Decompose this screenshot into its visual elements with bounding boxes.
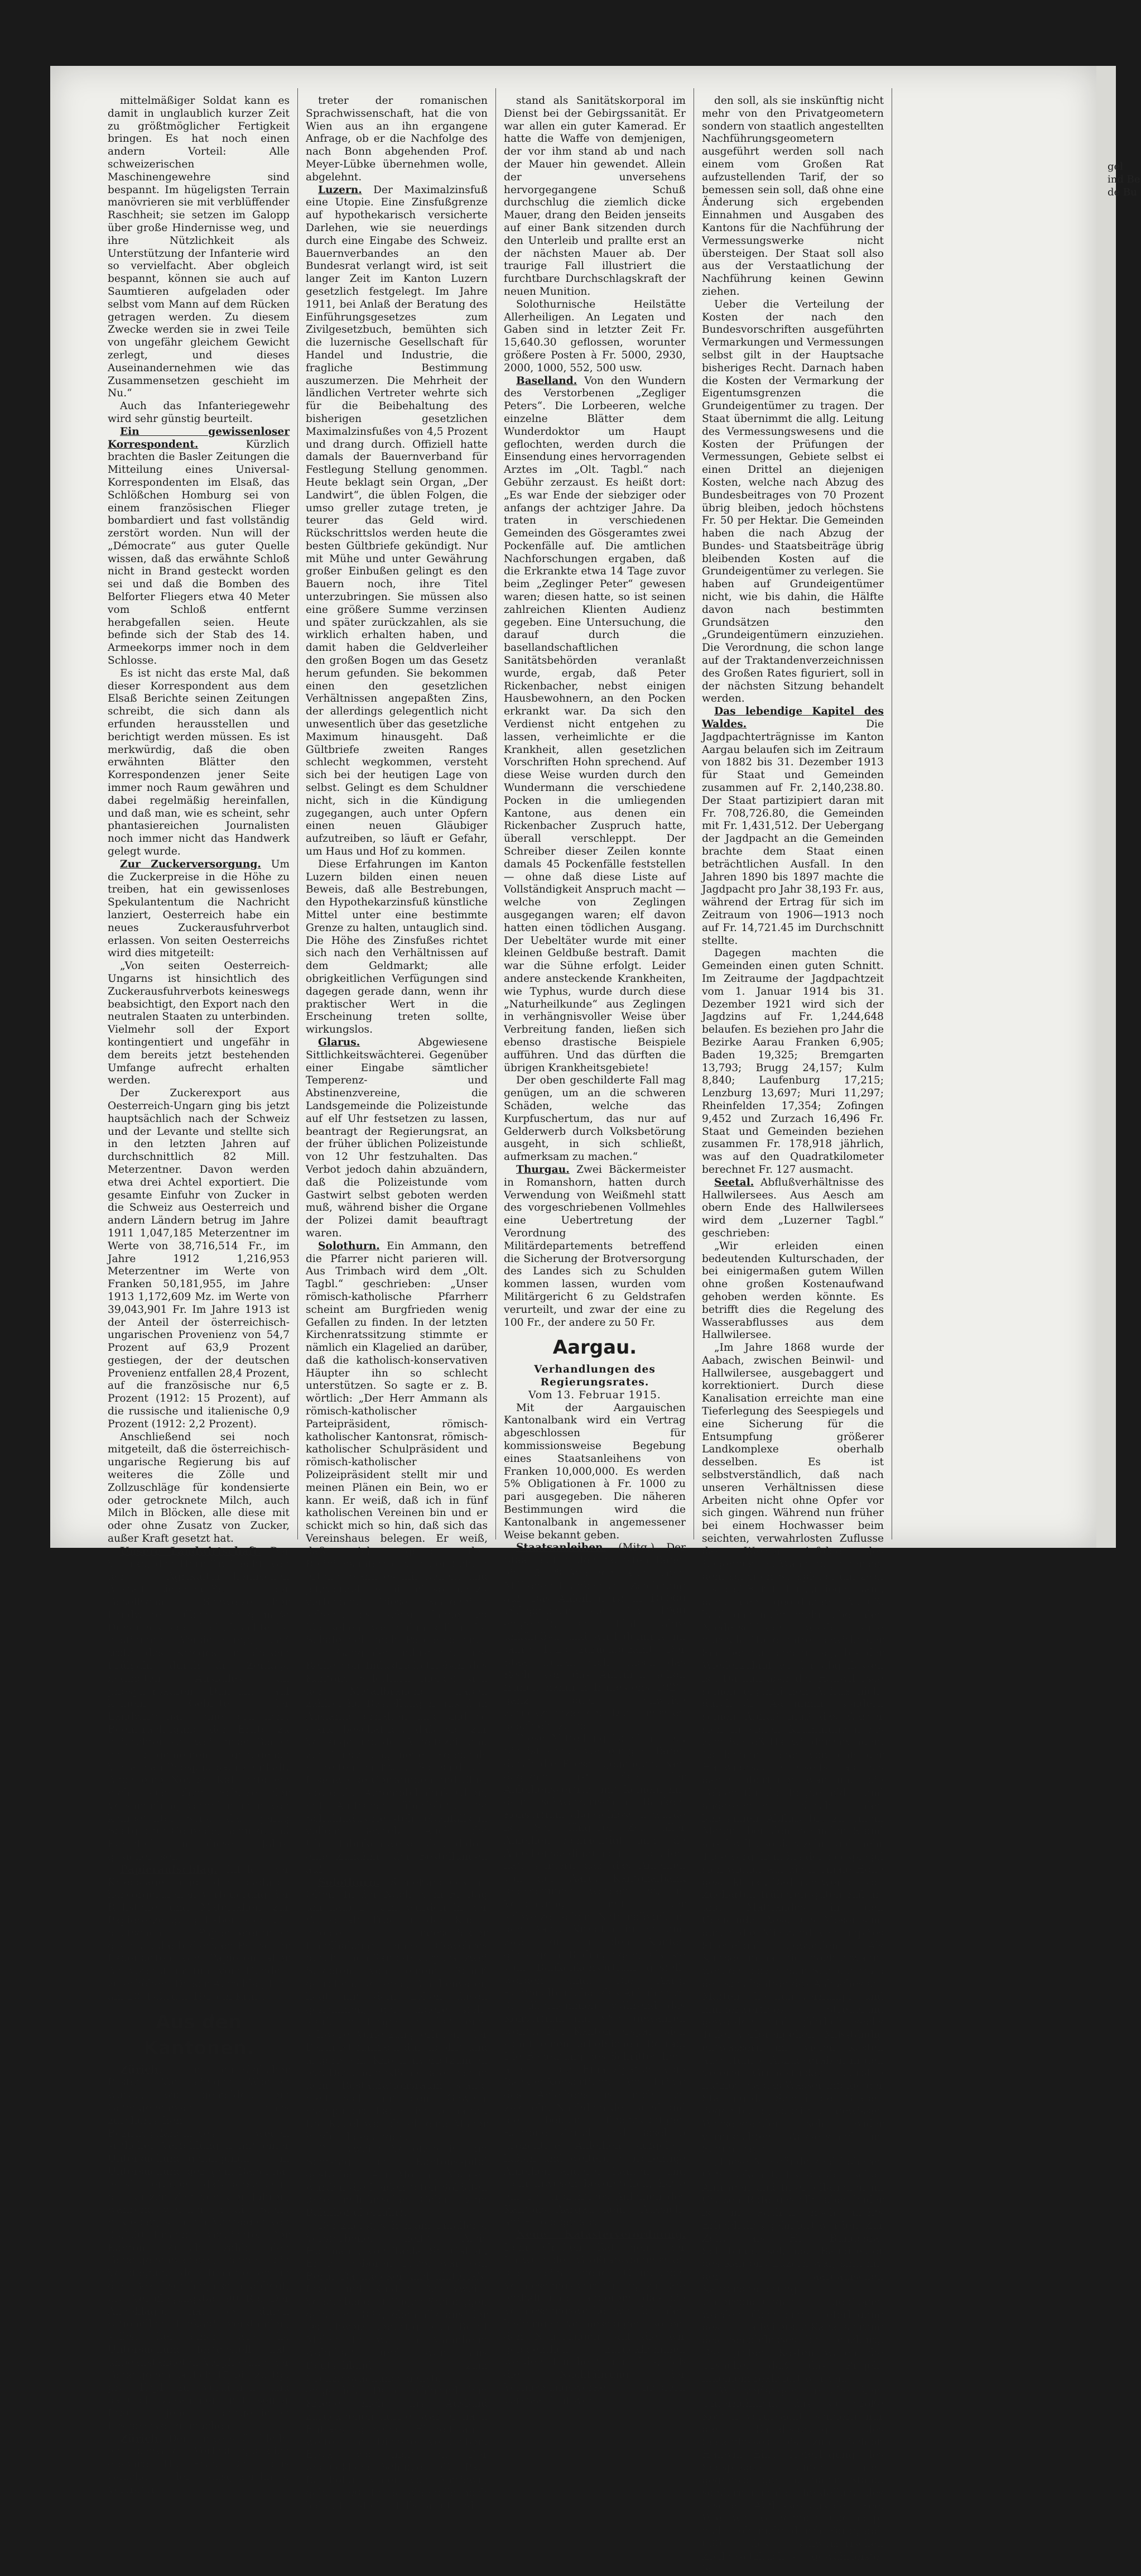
article-paragraph	[504, 1402, 686, 1542]
article-text: „Wir erleiden einen bedeutenden Kulturschaden, der bei einigermaßen gutem Willen ohne großen Kostenaufwand gehoben werden könnte. Es betrifft dies die Regelung des Wasserabflusses aus dem Hallwilersee.	[702, 1240, 884, 1341]
article-text: stand als Sanitätskorporal im Dienst bei der Gebirgssanität. Er war allen ein guter Kamerad. Er hatte die Waffe von demjenigen, der vor ihm stand ab und nach der Mauer hin gewendet. Allein der unversehens hervorgegangene Schuß durchschlug die ziemlich dicke Mauer, drang den Beiden jenseits auf einer Bank sitzenden durch den Unterleib und prallte erst an der nächsten Mauer ab. Der traurige Fall illustriert die furchtbare Durchschlagskraft der neuen Munition.	[504, 95, 686, 298]
article-text: Solothurnische Heilstätte Allerheiligen. An Legaten und Gaben sind in letzter Zeit Fr. 15,640.30 geflossen, worunter größere Posten à Fr. 5000, 2930, 2000, 1000, 552, 500 usw.	[504, 298, 686, 374]
article-paragraph	[306, 1240, 488, 1648]
article-text: Ein Ammann, den die Pfarrer nicht parieren will. Aus Trimbach wird dem „Olt. Tagbl.“ geschrieben: „Unser römisch-katholische Pfarrherr scheint am Burgfrieden wenig Gefallen zu finden. In der letzten Kirchenratssitzung stimmte er nämlich ein Klagelied an darüber, daß die katholisch-konservativen Häupter ihn so schlecht unterstützen. So sagte er z. B. wörtlich: „Der Herr Ammann als römisch-katholischer Parteipräsident, römisch-katholischer Kantonsrat, römisch-katholischer Schulpräsident und römisch-katholischer Polizeipräsident stellt mir und meinen Plänen ein Bein, wo er kann. Er weiß, daß ich in fünf katholischen Vereinen bin und er schickt mich so hin, daß sich das Vereinshaus belegen. Er weiß, daß ich gerne den Religionsunterricht in der Schule erteile, wann es mir beliebt und jetzt ergeht es mir, mit solches zu verbieten.“ Dieser Seelenhirte scheint es schon lange zu übersehen, wenn ihm selber die Schafe nicht mehr Parole halten.	[306, 1240, 488, 1647]
article-paragraph	[108, 426, 290, 668]
article-text: Der Maximalzinsfuß eine Utopie. Eine Zinsfußgrenze auf hypothekarisch versicherte Darlehen, wie sie neuerdings durch eine Eingabe des Schweiz. Bauernverbandes an den Bundesrat verlangt wird, ist seit langer Zeit im Kanton Luzern gesetzlich festgelegt. Im Jahre 1911, bei Anlaß der Beratung des Einführungsgesetzes zum Zivilgesetzbuch, bemühten sich die luzernische Gesellschaft für Handel und Industrie, die fragliche Bestimmung auszumerzen. Die Mehrheit der ländlichen Vertreter wehrte sich für die Beibehaltung des bisherigen gesetzlichen Maximalzinsfußes von 4,5 Prozent und drang durch. Offiziell hatte damals der Bauernverband für Festlegung Stellung genommen. Heute beklagt sein Organ, „Der Landwirt“, die üblen Folgen, die umso greller zutage treten, je teurer das Geld wird. Rückschrittslos werden heute die besten Gültbriefe gekündigt. Nur mit Mühe und unter Gewährung großer Einbußen gelingt es den Bauern noch, ihre Titel unterzubringen. Sie müssen also eine größere Summe verzinsen und später zurückzahlen, als sie wirklich erhalten haben, und damit haben die Geldverleiher den großen Bogen um das Gesetz herum gefunden. Sie bekommen einen den gesetzlichen Verhältnissen angepaßten Zins, der allerdings gelegentlich nicht unwesentlich über das gesetzliche Maximum hinausgeht. Daß Gültbriefe zweiten Ranges schlecht wegkommen, versteht sich bei der heutigen Lage von selbst. Gelingt es dem Schuldner nicht, sich in die Kündigung zugegangen, auch unter Opfern einen neuen Gläubiger aufzutreiben, so läuft er Gefahr, um Haus und Hof zu kommen.	[306, 184, 488, 858]
article-paragraph	[702, 947, 884, 1176]
section-heading: Aus den Kantonen.	[143, 2011, 254, 2059]
article-text: Der zuerst, schon am Unfallorte Verstorbene, heißt Alois Hoffmann, von Tablat-St. Gallen. Er ist geboren 1875, war von Beruf Dachdecker und hinterläßt Frau und Kinder. Der zweite Verstorbene ist Eugen Steinegger, geboren 1893, ebenfalls aus der Ostschweiz gebürtig, von Beruf Maler. Er war in Mannheim wohnhaft und war aus Deutschland zum Grenzbewachungsdienste eingerückt. Da er während dem Kriege nicht ins Ausland zurückgehen durfte, war er nach Entlassung seiner Einheit auch weiter im Dienste verblieben. Etwa, wo hielt er. Der unglückliche Schütze heißt Paul Bartholdi, Maler, von Amriswil, geb. 1890. Er ist ebenfalls noch ledig. Er ist ebenfalls Braut und	[306, 2220, 488, 2512]
column-divider	[297, 88, 298, 1539]
column-divider	[495, 88, 496, 1539]
article-lead: Papieraufschlag.	[120, 1863, 218, 1875]
article-paragraph	[504, 1733, 686, 2229]
article-paragraph	[306, 2220, 488, 2512]
article-text: den soll, als sie inskünftig nicht mehr von den Privatgeometern sondern von staatlich angestellten Nachführungsgeometern ausgeführt werden soll nach einem vom Großen Rat aufzustellenden Tarif, der so bemessen sein soll, daß ohne eine Änderung sich ergebenden Einnahmen und Ausgaben des Kantons für die Nachführung der Vermessungswerke nicht übersteigen. Der Staat soll also aus der Verstaatlichung der Nachführung keinen Gewinn ziehen.	[702, 95, 884, 298]
article-lead: Das lebendige Kapitel des Waldes.	[702, 706, 884, 731]
article-text: Schießunglück in Olten. In der Nacht vom Freitag um halb 10 Uhr wurden in der Wirtschaft Trog in der Küche infolge ungeschickter Handhabung eines Gewehres durch einen Sanitätskorporal zwei Soldaten von einem Schuß getroffen. Der eine, Familienvater, liegt mit dem Leben davon gekommen, der andere steht stark in Frage, er hat eine schwere Verletzung erlitten; der Darm ist fünffach durchbohrt und abgerissen, Knochenverletzungen etc. Der unglückliche Täter, der in dem Restaurationsraum stand, hielt sich mit dem Gewehr manipuliert hatte, ist verhaftet. Die Kugel war durch eine Mauer hindurchgegangen.	[306, 1876, 488, 2143]
article-paragraph	[702, 95, 884, 299]
article-text: (Mitg.) Der Staat legt in den nächsten Tagen ein 5 %-Anleihen von zehn Millionen Franken zur Zeichnung auf. Das Anleihen ist in 10,000 Obligationen von Fr. 1000 eingeteilt, auf fünf Jahre unkündbar und wird definitiv im Jahre 1925 zurückbezahlt. Der Staat behält sich jedoch das Recht vor, das Anleihen schon früher, nämlich frühestens 1920, ganz oder teilweise zurückzubezahlen. Die Emission geschieht zu pari.	[504, 1542, 686, 1732]
article-paragraph	[108, 95, 290, 400]
article-paragraph	[306, 2143, 488, 2220]
article-paragraph	[306, 1037, 488, 1240]
article-text: Der oben geschilderte Fall mag genügen, um an die schweren Schäden, welche das Kurpfuschertum, das nur auf Gelderwerb durch Volksbetörung ausgeht, in sich schließt, aufmerksam zu machen.“	[504, 1074, 686, 1163]
column-4	[702, 95, 884, 2575]
article-text: Zwei Bäckermeister in Romanshorn, hatten durch Verwendung von Weißmehl statt des vorgeschriebenen Vollmehles eine Uebertretung der Verordnung des Militärdepartements betreffend die Sicherung der Brotversorgung des Landes sich zu Schulden kommen lassen, wurden vom Militärgericht 6 zu Geldstrafen verurteilt, und zwar der eine zu 100 Fr., der andere zu 50 Fr.	[504, 1163, 686, 1328]
subsection-heading: Verhandlungen des Regierungsrates.	[534, 1364, 656, 1389]
article-text: „Diese Mißstände sind höheren Orts bekannt. Es wurden schon Anfragen und Interpellationen im Großen Rate gestellt, aber leider ist in Sachen noch nichts Erhebliches geändert worden. Zur Zeit, als Hr. Bundesrat Schobinger sel. noch Baudirektor des Kantons Luzern war, sind mit der aargauischen Kantonsregierung Unterhandlungen gepflogen worden über eine Tieferlegung des Hallwilersee-Kanalisierung des Seeabflusses bei Lenzburg. Die großen Kosten waren die Ursache, daß das Projekt inkeinem realisiert worden.	[702, 2156, 884, 2385]
article-paragraph	[108, 2064, 290, 2433]
article-lead: Glarus.	[318, 1036, 360, 1048]
article-paragraph	[108, 2433, 290, 2497]
article-paragraph	[108, 1546, 290, 1864]
article-text: Dagegen machten die Gemeinden einen guten Schnitt. Im Zeitraume der Jagdpachtzeit vom 1. Januar 1914 bis 31. Dezember 1921 wird sich der Jagdzins auf Fr. 1,244,648 belaufen. Es beziehen pro Jahr die Bezirke Aarau Franken 6,905; Baden 19,325; Bremgarten 13,793; Brugg 24,157; Kulm 8,840; Laufenburg 17,215; Lenzburg 13,697; Muri 11,297; Rheinfelden 17,354; Zofingen 9,452 und Zurzach 16,496 Fr. Staat und Gemeinden beziehen zusammen Fr. 178,918 jährlich, was auf den Quadratkilometer berechnet Fr. 127 ausmacht.	[702, 947, 884, 1176]
article-text: „Wir verlangen nun aber kein Unternehmen, das so große Kosten verursacht, sondern nur die Kanalisierung des Seeabflusses bis zum Schloß Hallwil. Eine Tieferlegung des Seespiegels unter ihren gegenwärtigen normalen Stand, sondern nur die Herstellung des raschern Abflusses aus dem See. Wie wir vernehmen überhaupt nicht, ob nicht durch Paragraph 690 des schweizerischen Zivilgesetzbuches gewährleistet ist.	[702, 2385, 884, 2575]
article-text: Kürzlich brachten die Basler Zeitungen die Mitteilung eines Universal-Korrespondenten im Elsaß, das Schlößchen Homburg sei von einem französischen Flieger bombardiert und fast vollständig zerstört worden. Nun will der „Démocrate“ aus guter Quelle wissen, daß das erwähnte Schloß nicht in Brand gesteckt worden sei und daß die Bomben des Belforter Fliegers etwa 40 Meter vom Schloß entfernt herabgefallen seien. Heute befinde sich der Stab des 14. Armeekorps immer noch in dem Schlosse.	[108, 438, 290, 667]
article-lead: Baselland.	[516, 375, 577, 387]
article-paragraph	[306, 184, 488, 858]
column-2	[306, 95, 488, 2512]
article-text: Diese Erfahrungen im Kanton Luzern bilden einen neuen Beweis, daß alle Bestrebungen, den Hypothekarzinsfuß künstliche Mittel unter eine bestimmte Grenze zu halten, untauglich sind. Die Höhe des Zinsfußes richtet sich nach den Verhältnissen auf dem Geldmarkt; alle obrigkeitlichen Verfügungen sind dagegen gerade dann, wenn ihr praktischer Wert in die Erscheinung treten sollte, wirkungslos.	[306, 858, 488, 1036]
article-paragraph	[702, 706, 884, 947]
article-paragraph	[702, 1240, 884, 1342]
article-paragraph	[702, 1342, 884, 2156]
article-paragraph	[702, 2156, 884, 2385]
article-paragraph	[504, 1074, 686, 1164]
article-paragraph	[108, 960, 290, 1087]
article-lead: Solothurn.	[318, 1240, 380, 1252]
article-paragraph	[306, 95, 488, 184]
article-paragraph	[108, 400, 290, 426]
article-lead: Ein gewissenloser Korrespondent.	[108, 425, 290, 450]
article-paragraph	[702, 299, 884, 706]
newspaper-page	[50, 66, 1140, 2575]
article-lead: Thurgau.	[516, 1163, 570, 1176]
article-text: „Im Jahre 1868 wurde der Aabach, zwischen Beinwil- und Hallwilersee, ausgebaggert und korrektioniert. Durch diese Kanalisation erreichte man eine Tieferlegung des Seespiegels und eine Sicherung für die Entsumpfung größerer Landkomplexe oberhalb desselben. Es ist selbstverständlich, daß nach unseren Verhältnissen diese Arbeiten nicht ohne Opfer vor sich gingen. Während nun früher bei einem Hochwasser beim seichten, verwahrlosten Zuflusse das Wasser infolge des Regengüssen. Während früher bei dem seichten Seespiegel um zwei bis drei Fuß tiefer zu liegen kam, dank dem geordneten Abfluß, bald gar nicht mehr über den Niederschlägen wieder eine normale Höhe hatte, bewirkt der See bei nur einem Tag, bis der Wiederzulauf wieder abgeflossen ist. Da nun aber der Hallwilersee seinen eigentlichen Abfluß nicht durch die Aa nimmt, sondern seinen Abfluß muß das Wasser sich in vielen Krümmungen bis zum Schloß Hallwil durchwinden. Es kommt daher vor, daß der Hallwilersee einerseits bald bis dahin überflutet war und die Folgen für die Beggerfelder und andererseits durch den langsamen Abfluß bis zu einem Meter über den normalen Stand anschwillt, so daß zehn und mehr Tage vergehen, bis der Seespiegel sich wieder auf die normale Höhe gesenkt hat. Dadurch werden von Zuckarten früheren guten Kultur- und Mattlandes in den Gemeinden Aesch und Mosen sind durch die Mißstand versumpftes Streueland geworden. Als Kurisosum hat hier noch erwähnt werden, daß unser See oberhalb der Kanalisation des Aabaches auf Matten, die nun vernumpft und minderwertiges Streueland geworden sind, jährlich sechs Teiler verlorengehen. Mißständig entwässern mit vielen Kosten ausgeführte Abzugsgräben in den tieferen Grundstücken gedrohte nutzlos; da das Wasser infolge der Stauung des Sees in den Gräben liegen bleibt, so tritt bei gewissen Wasserständen sehr wider verursachten Wasserstand im Sommer ein.	[702, 1342, 884, 2156]
article-paragraph	[108, 1431, 290, 1546]
article-text: — Gang der Industrien. Eine Reihe von Industriebetrieben des Kantons Solothurn meldet sich der Metallbranche, haben zahlreiche Bestellungen aus dem Auslande erhalten und sind so stark beschäftigt, daß sie zur Verlängerung der Arbeitszeit und zur Einstellung neuer Personals schreiten mußten. So sind die Eisenwerke Gerlafingen und Clus, sowie die Automobilfabrik Olten, mit Aufträgen überhäuft. Die Schuhindustrie steht ebenfalls in vollem Betrieb. Auch die Uhrenfabriken weisen da und dort eine Zunahme der Bestellungen auf.	[306, 1647, 488, 1875]
article-lead: Unsere Landwirtschaft.	[120, 1545, 262, 1557]
article-paragraph	[108, 858, 290, 960]
article-text: Von den Wundern des Verstorbenen „Zegliger Peters“. Die Lorbeeren, welche einzelne Blätter dem Wunderdoktor um Haupt geflochten, werden durch die Einsendung eines hervorragenden Arztes im „Olt. Tagbl.“ nach Gebühr zerzaust. Es heißt dort: „Es war Ende der siebziger oder anfangs der achtziger Jahre. Da traten in verschiedenen Gemeinden des Gösgeramtes zwei Pockenfälle auf. Die amtlichen Nachforschungen ergaben, daß die Erkrankte etwa 14 Tage zuvor beim „Zeglinger Peter“ gewesen waren; diesen hatte, so ist seinen zahlreichen Klienten Audienz gegeben. Eine Untersuchung, die darauf durch die basellandschaftlichen Sanitätsbehörden veranlaßt wurde, ergab, daß Peter Rickenbacher, nebst einigen Hausbewohnern, an den Pocken erkrankt war. Da sich den Verdienst nicht entgehen zu lassen, verheimlichte er die Krankheit, allen gesetzlichen Vorschriften Hohn sprechend. Auf diese Weise wurden durch den Wundermann die verschiedene Pocken in die umliegenden Kantone, aus denen ein Rickenbacher Zuspruch hatte, überall verschleppt. Der Schreiber dieser Zeilen konnte damals 45 Pockenfälle feststellen — ohne daß diese Liste auf Vollständigkeit Anspruch macht — welche von Zeglingen ausgegangen waren; elf davon hatten einen tödlichen Ausgang. Der Uebeltäter wurde mit einer kleinen Geldbuße bestraft. Damit war die Sühne erfolgt. Leider andere ansteckende Krankheiten, wie Typhus, wurde durch diese „Naturheilkunde“ aus Zeglingen in verhängnisvoller Weise über Verbreitung fanden, ließen sich ebenso drastische Beispiele aufführen. Und das dürften die übrigen Krankheitsgebiete!	[504, 375, 686, 1074]
article-paragraph	[702, 1177, 884, 1240]
article-paragraph	[306, 1877, 488, 2144]
article-text: Abflußverhältnisse des Hallwilersees. Aus Aesch am obern Ende des Hallwilersees wird dem „Luzerner Tagbl.“ geschrieben:	[702, 1176, 884, 1239]
article-text: Der Zuckerexport aus Oesterreich-Ungarn ging bis jetzt hauptsächlich nach der Schweiz und der Levante und stellte sich in den letzten Jahren auf durchschnittlich 82 Mill. Meterzentner. Davon werden etwa drei Achtel exportiert. Die gesamte Einfuhr von Zucker in die Schweiz aus Oesterreich und andern Ländern betrug im Jahre 1911 1,047,185 Meterzentner im Werte von 38,716,514 Fr., im Jahre 1912 1,216,953 Meterzentner im Werte von Franken 50,181,955, im Jahre 1913 1,172,609 Mz. im Werte von 39,043,901 Fr. Im Jahre 1913 ist der Anteil der österreichisch-ungarischen Provenienz von 54,7 Prozent auf 63,9 Prozent gestiegen, der der deutschen Provenienz entfallen 28,4 Prozent, auf die französische nur 6,5 Prozent (1912: 15 Prozent), auf die russische und italienische 0,9 Prozent (1912: 2,2 Prozent).	[108, 1087, 290, 1430]
article-lead: Luzern.	[318, 184, 362, 196]
article-paragraph	[504, 1164, 686, 1329]
article-text: Der zweite Verletzte ist am Samstag im Kantonsspital gestorben. Am Montag Morgen wurden die beiden toten Soldaten unter militärischen Geleite zum Bahnhof überführt.	[306, 2143, 488, 2219]
article-text: Ein einträglicher Posten. Vor einigen Wochen wurde, wie gemeldet, ein Gefangenenwart eines zürcherischen Bezirksgefängnisses wegen sittlicher Verfehlungen mit einer Untersuchungsgefangenen in Untersuchung gezogen. Dabei hat es sich ergeben, daß derselbe in der kurzen Zeit von vier Jahren, während welcher er die Stelle bekleidet, sich ein Vermögen von 33,000 Franken verdiente. Der Kanton Zürich zahlt den Gefangenenwärtern, denen die Verpflegung der Inhaftierten in den Bezirksgefängnissen obliegt, pro Verpflegungstag 90 Rp. Der Angeklagte hat es durch rationellen Einkauf verstanden, selbst bei einer, wie die Untersuchung festgestellt hat, unbeanstandeten Verpflegung der Gefangenen täglich 15 bis 20 Rp. pro Kopf zu verdienen und dadurch zusammen mit seiner Frau jene bürgerlichen Ersparnisse zu machen.	[108, 2064, 290, 2432]
article-text: Es ist nicht das erste Mal, daß dieser Korrespondent aus dem Elsaß Berichte seinen Zeitungen schreibt, die sich dann als erfunden herausstellen und berichtigt werden müssen. Es ist merkwürdig, daß die oben erwähnten Blätter den Korrespondenzen jener Seite immer noch Raum gewähren und dabei regelmäßig hereinfallen, und daß man, wie es scheint, sehr phantasiereichen Journalisten noch immer nicht das Handwerk gelegt wurde.	[108, 667, 290, 858]
article-lead: Seetal.	[714, 1176, 754, 1188]
column-3	[504, 95, 686, 2406]
next-column-fragment: gel ind Be de Bu	[1108, 161, 1140, 198]
article-paragraph	[306, 858, 488, 1037]
article-text: Die Jagdpachterträgnisse im Kanton Aargau belaufen sich im Zeitraum von 1882 bis 31. Dezember 1913 für Staat und Gemeinden zusammen auf Fr. 2,140,238.80. Der Staat partizipiert daran mit Fr. 708,726.80, die Gemeinden mit Fr. 1,431,512. Der Uebergang der Jagdpacht an die Gemeinden brachte dem Staat einen beträchtlichen Ausfall. In den Jahren 1890 bis 1897 machte die Jagdpacht pro Jahr 38,193 Fr. aus, während der Ertrag für sich im Zeitraum von 1906—1913 noch auf Fr. 14,721.45 im Durchschnitt stellte.	[702, 718, 884, 947]
article-text: Dem Großen Rat geht der Entwurf der Großratskommission über eine neue Grundbuch-Vermessungs-Verordnung zu. Sie enthält unter anderem, daß die Vermessungswerke wie bei den bisherigen Vermessungen, so bei den Neuerungen, auf die wir gelegentlich zurückkommen werden. Für heute nur dies, daß die Nachführung der Vermessungswerke insofern verstaatlicht wer-	[504, 2242, 686, 2406]
article-paragraph	[504, 1542, 686, 1733]
article-text: Diese Mitteilung ist nicht neu. Sie ist schon vor einigen Tagen durch die Presse gegangen. Neu dagegen ist, daß der Anleihensvertrag mit keinem mit dem schweizerischen Banken-Konsortium abgeschlossen wurde ist. Seit längerer Zeit aller Anleihen bemächtigt und die Anleihensbedingungen diktiert hat, sondern daß das Anleihen von der Aarg. Kantonalbank übernommen worden ist, in Verbindung mit der schweizerischen Nationalbank in den Aarg. Kreditinstituten und zwar zu für den Kanton günstigern Bedingungen, als sie vom Bankenkonsortium gestellt worden sind. Die Aarg. Kantonalbank hat das Anleihen zu 99 übernommen, während das Konsortium nur 98½ gewähren wollte. Der Kanton erspart sich somit einen erheblichen Betrag. Die Bedeutung des Schrittes liegt aber in der Emanzipation vom Banken-Konsortium. Am Erfolg des Anleihens ist nicht zu zweifeln. Nachdem der Bund und die beiden finanzkräftigen Kantone Zürich und Basel 5 prozentige Anleihen aufgelegt haben und weitere 5 prozentige Anleihen anderer Kantone und Gemeinwesen bevorstehen, hätte ein 4½ prozentiges Anleihen des Kantons Aargau keine Aussicht auf Erfolg gehabt.	[504, 1733, 686, 2228]
article-paragraph	[108, 1864, 290, 2004]
article-text: treter der romanischen Sprachwissenschaft, hat die von Wien aus an ihn ergangene Anfrage, ob er die Nachfolge des nach Bonn abgehenden Prof. Meyer-Lübke übernehmen wolle, abgelehnt.	[306, 95, 488, 183]
article-text: Der Universität bleibt ein schwerer Verlust glücklich erspart: Hr. Prof. Dr. Louis Gauchat, der ausgezeichnete Vertreter	[108, 2433, 290, 2496]
article-paragraph	[702, 2385, 884, 2576]
article-lead: Zur Zuckerversorgung.	[120, 858, 261, 870]
article-paragraph	[504, 299, 686, 375]
article-text: Um die Zuckerpreise in die Höhe zu treiben, hat ein gewissenloses Spekulantentum die Nachricht lanziert, Oesterreich habe ein neues Zuckerausfuhrverbot erlassen. Von seiten Oesterreichs wird dies mitgeteilt:	[108, 858, 290, 960]
article-lead: Solothurn.	[318, 1876, 380, 1888]
article-lead: Neue Katasterverordnung.	[516, 2229, 686, 2241]
article-paragraph	[504, 375, 686, 1075]
article-paragraph	[108, 668, 290, 858]
article-paragraph	[306, 1647, 488, 1876]
column-1	[108, 95, 290, 2496]
article-text: Der Vortrag, den Herr Dr. Liechti von der Agrikultur-Chemischen Anstalt Liebefeld-Bern in der Gesellschaft Schweizerischer Landwirte über zeitgemäße Düngungsfragen hielt, brachte die bestimmte Versicherung, daß trotz des Krieges in diesem Frühjahr durch die Zeitlage bedingten Ausfalles an phosphorsauren Düngung auf keinem Gebiete der Landwirtschaft eine ernstliche Beeinträchtigung der Ernte zu befürchten sei, weil unser Boden im allgemeinen genügende Vorräte an Phosphorsäure enthält. Auch eine Not an Kali entstehe nicht aus dem Schoße der Versammlung vernahm man von kompetenter Seite, daß genug Saatgut für Getreide, Gemüse und Kartoffeln in diesem Jahre gesichert sei.	[108, 1545, 290, 1863]
article-paragraph	[504, 2229, 686, 2407]
date-line: Vom 13. Februar 1915.	[528, 1389, 661, 1401]
article-text: „Von seiten Oesterreich-Ungarns ist hinsichtlich des Zuckerausfuhrverbots keineswegs beabsichtigt, den Export nach den neutralen Staaten zu unterbinden. Vielmehr soll der Export kontingentiert und ungefähr in dem bereits jetzt bestehenden Umfange aufrecht erhalten werden.	[108, 960, 290, 1087]
article-text: Anschließend sei noch mitgeteilt, daß die österreichisch-ungarische Regierung bis auf weiteres die Zölle und Zollzuschläge für kondensierte oder getrocknete Milch, auch Milch in Blöcken, alle diese mit oder ohne Zusatz von Zucker, außer Kraft gesetzt hat.	[108, 1431, 290, 1545]
article-text: Mit der Aargauischen Kantonalbank wird ein Vertrag abgeschlossen für kommissionsweise Begebung eines Staatsanleihens von Franken 10,000,000. Es werden 5% Obligationen à Fr. 1000 zu pari ausgegeben. Die näheren Bestimmungen wird die Kantonalbank in angemessener Weise bekannt geben.	[504, 1402, 686, 1541]
article-text: Abgewiesene Sittlichkeitswächterei. Gegenüber einer Eingabe sämtlicher Temperenz- und Abstinenzvereine, die Landsgemeinde die Polizeistunde auf elf Uhr festsetzen zu lassen, beantragt der Regierungsrat, an der früher üblichen Polizeistunde von 12 Uhr festzuhalten. Das Verbot jedoch dahin abzuändern, daß die Polizeistunde vom Gastwirt selbst geboten werden muß, während bisher die Organe der Polizei damit beauftragt waren.	[306, 1036, 488, 1239]
article-text: Auch das Infanteriegewehr wird sehr günstig beurteilt.	[108, 400, 290, 425]
article-text: Infolge der Kriegslage und der dadurch hervorgerufenen Verteuerung der Rohstoffe und Materialien zur Papiererzeugung haben sich die deutschen Papierlieferanten geeinigt, die bisherigen Preise für Lagersorten von Papieren aller Art vorerst um fünf vom Hundert zu erhöhen. Dieser Aufschlag tritt am 20. Februar 1915 in Kraft.	[108, 1863, 290, 2003]
article-text: mittelmäßiger Soldat kann es damit in unglaublich kurzer Zeit zu größtmöglicher Fertigkeit bringen. Es hat noch einen andern Vorteil: Alle schweizerischen Maschinengewehre sind bespannt. Im hügeligsten Terrain manövrieren sie mit verblüffender Raschheit; sie setzen im Galopp über große Hindernisse weg, und ihre Nützlichkeit als Unterstützung der Infanterie wird so vervielfacht. Aber obgleich bespannt, können sie auch auf Saumtieren aufgeladen oder selbst vom Mann auf dem Rücken getragen werden. Zu diesem Zwecke werden sie in zwei Teile von ungefähr gleichem Gewicht zerlegt, und dieses Auseinandernehmen wie das Zusammensetzen geschieht im Nu.“	[108, 95, 290, 400]
article-paragraph	[108, 1087, 290, 1431]
article-lead: Zürich.	[120, 2064, 162, 2076]
article-text: Ueber die Verteilung der Kosten der nach den Bundesvorschriften ausgeführten Vermarkungen und Vermessungen selbst gilt in der Hauptsache bisheriges Recht. Darnach haben die Kosten der Vermarkung der Eigentumsgrenzen die Grundeigentümer zu tragen. Der Staat übernimmt die allg. Leitung des Vermessungswesens und die Kosten der Prüfungen der Vermessungen, Gebiete selbst ei einen Drittel an diejenigen Kosten, welche nach Abzug des Bundesbeitrages von 70 Prozent übrig bleiben, jedoch höchstens Fr. 50 per Hektar. Die Gemeinden haben die nach Abzug der Bundes- und Staatsbeiträge übrig bleibenden Kosten auf die Grundeigentümer zu verlegen. Sie haben auf Grundeigentümer nicht, wie bis dahin, die Hälfte davon nach bestimmten Grundsätzen den „Grundeigentümern einzuziehen. Die Verordnung, die schon lange auf der Traktandenverzeichnissen des Großen Rates figuriert, soll in der nächsten Sitzung behandelt werden.	[702, 298, 884, 705]
article-lead: Staatsanleihen.	[516, 1542, 607, 1554]
section-heading: Aargau.	[552, 1336, 637, 1359]
article-lead: Zürich.	[120, 2433, 162, 2445]
article-paragraph	[504, 95, 686, 299]
